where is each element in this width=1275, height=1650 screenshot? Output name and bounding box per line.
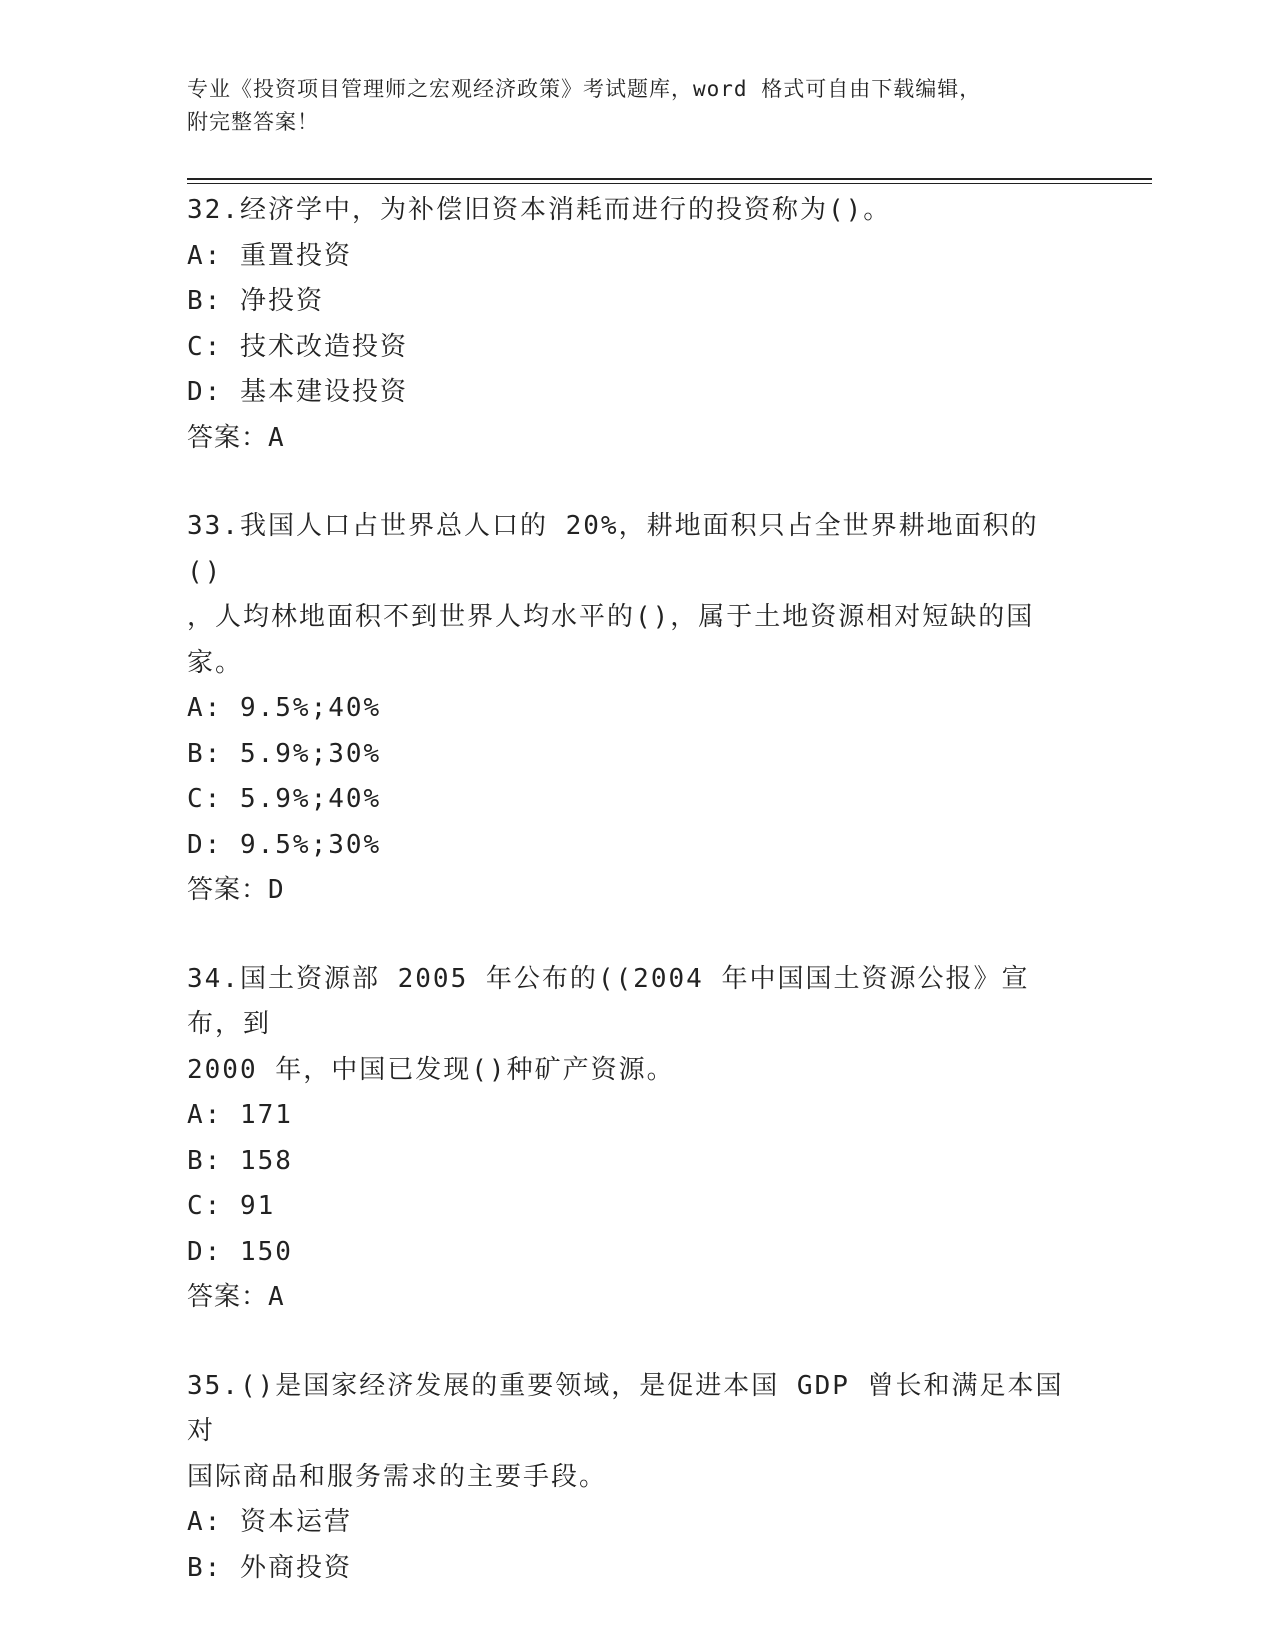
option-d: D: 150 [187, 1236, 293, 1267]
question-stem-line: 家。 [187, 647, 244, 678]
header-divider-thin [187, 183, 1152, 184]
option-b: B: 外商投资 [187, 1552, 352, 1583]
answer-label: 答案：A [187, 422, 285, 453]
option-a: A: 重置投资 [187, 240, 352, 271]
question-35 [187, 1364, 1067, 1592]
question-stem [187, 188, 1067, 234]
option-c: C: 技术改造投资 [187, 331, 408, 362]
option-a: A: 资本运营 [187, 1507, 352, 1537]
header-divider-thick [187, 178, 1152, 180]
header-line-1: 专业《投资项目管理师之宏观经济政策》考试题库，word 格式可自由下载编辑， [187, 77, 982, 101]
question-stem-line: 2000 年，中国已发现()种矿产资源。 [187, 1054, 675, 1085]
question-32 [187, 188, 1067, 461]
question-stem-line: 国际商品和服务需求的主要手段。 [187, 1461, 608, 1492]
question-stem [187, 1364, 1067, 1501]
question-stem-line: 35.()是国家经济发展的重要领域，是促进本国 GDP 曾长和满足本国对 [187, 1370, 1064, 1446]
answer-label: 答案：D [187, 875, 285, 905]
option-b: B: 158 [187, 1145, 293, 1176]
option-a: A: 9.5%;40% [187, 693, 382, 723]
question-stem-line: ，人均林地面积不到世界人均水平的()，属于土地资源相对短缺的国 [187, 602, 1035, 632]
document-header [187, 73, 1087, 139]
question-stem [187, 957, 1067, 1094]
question-stem-line: 33.我国人口占世界总人口的 20%，耕地面积只占全世界耕地面积的() [187, 511, 1039, 587]
option-d: D: 9.5%;30% [187, 829, 382, 860]
option-c: C: 5.9%;40% [187, 784, 382, 814]
option-d: D: 基本建设投资 [187, 377, 408, 407]
document-page [187, 0, 1152, 1650]
question-stem [187, 504, 1067, 686]
option-b: B: 5.9%;30% [187, 738, 382, 769]
question-33 [187, 504, 1067, 914]
answer-label: 答案：A [187, 1282, 285, 1312]
header-line-2: 附完整答案！ [187, 110, 319, 134]
question-stem-line: 32.经济学中，为补偿旧资本消耗而进行的投资称为()。 [187, 195, 892, 225]
option-a: A: 171 [187, 1100, 293, 1130]
option-b: B: 净投资 [187, 286, 324, 316]
question-list [187, 188, 1067, 1634]
question-34 [187, 957, 1067, 1321]
question-stem-line: 34.国土资源部 2005 年公布的((2004 年中国国土资源公报》宣布，到 [187, 963, 1030, 1039]
option-c: C: 91 [187, 1191, 276, 1221]
